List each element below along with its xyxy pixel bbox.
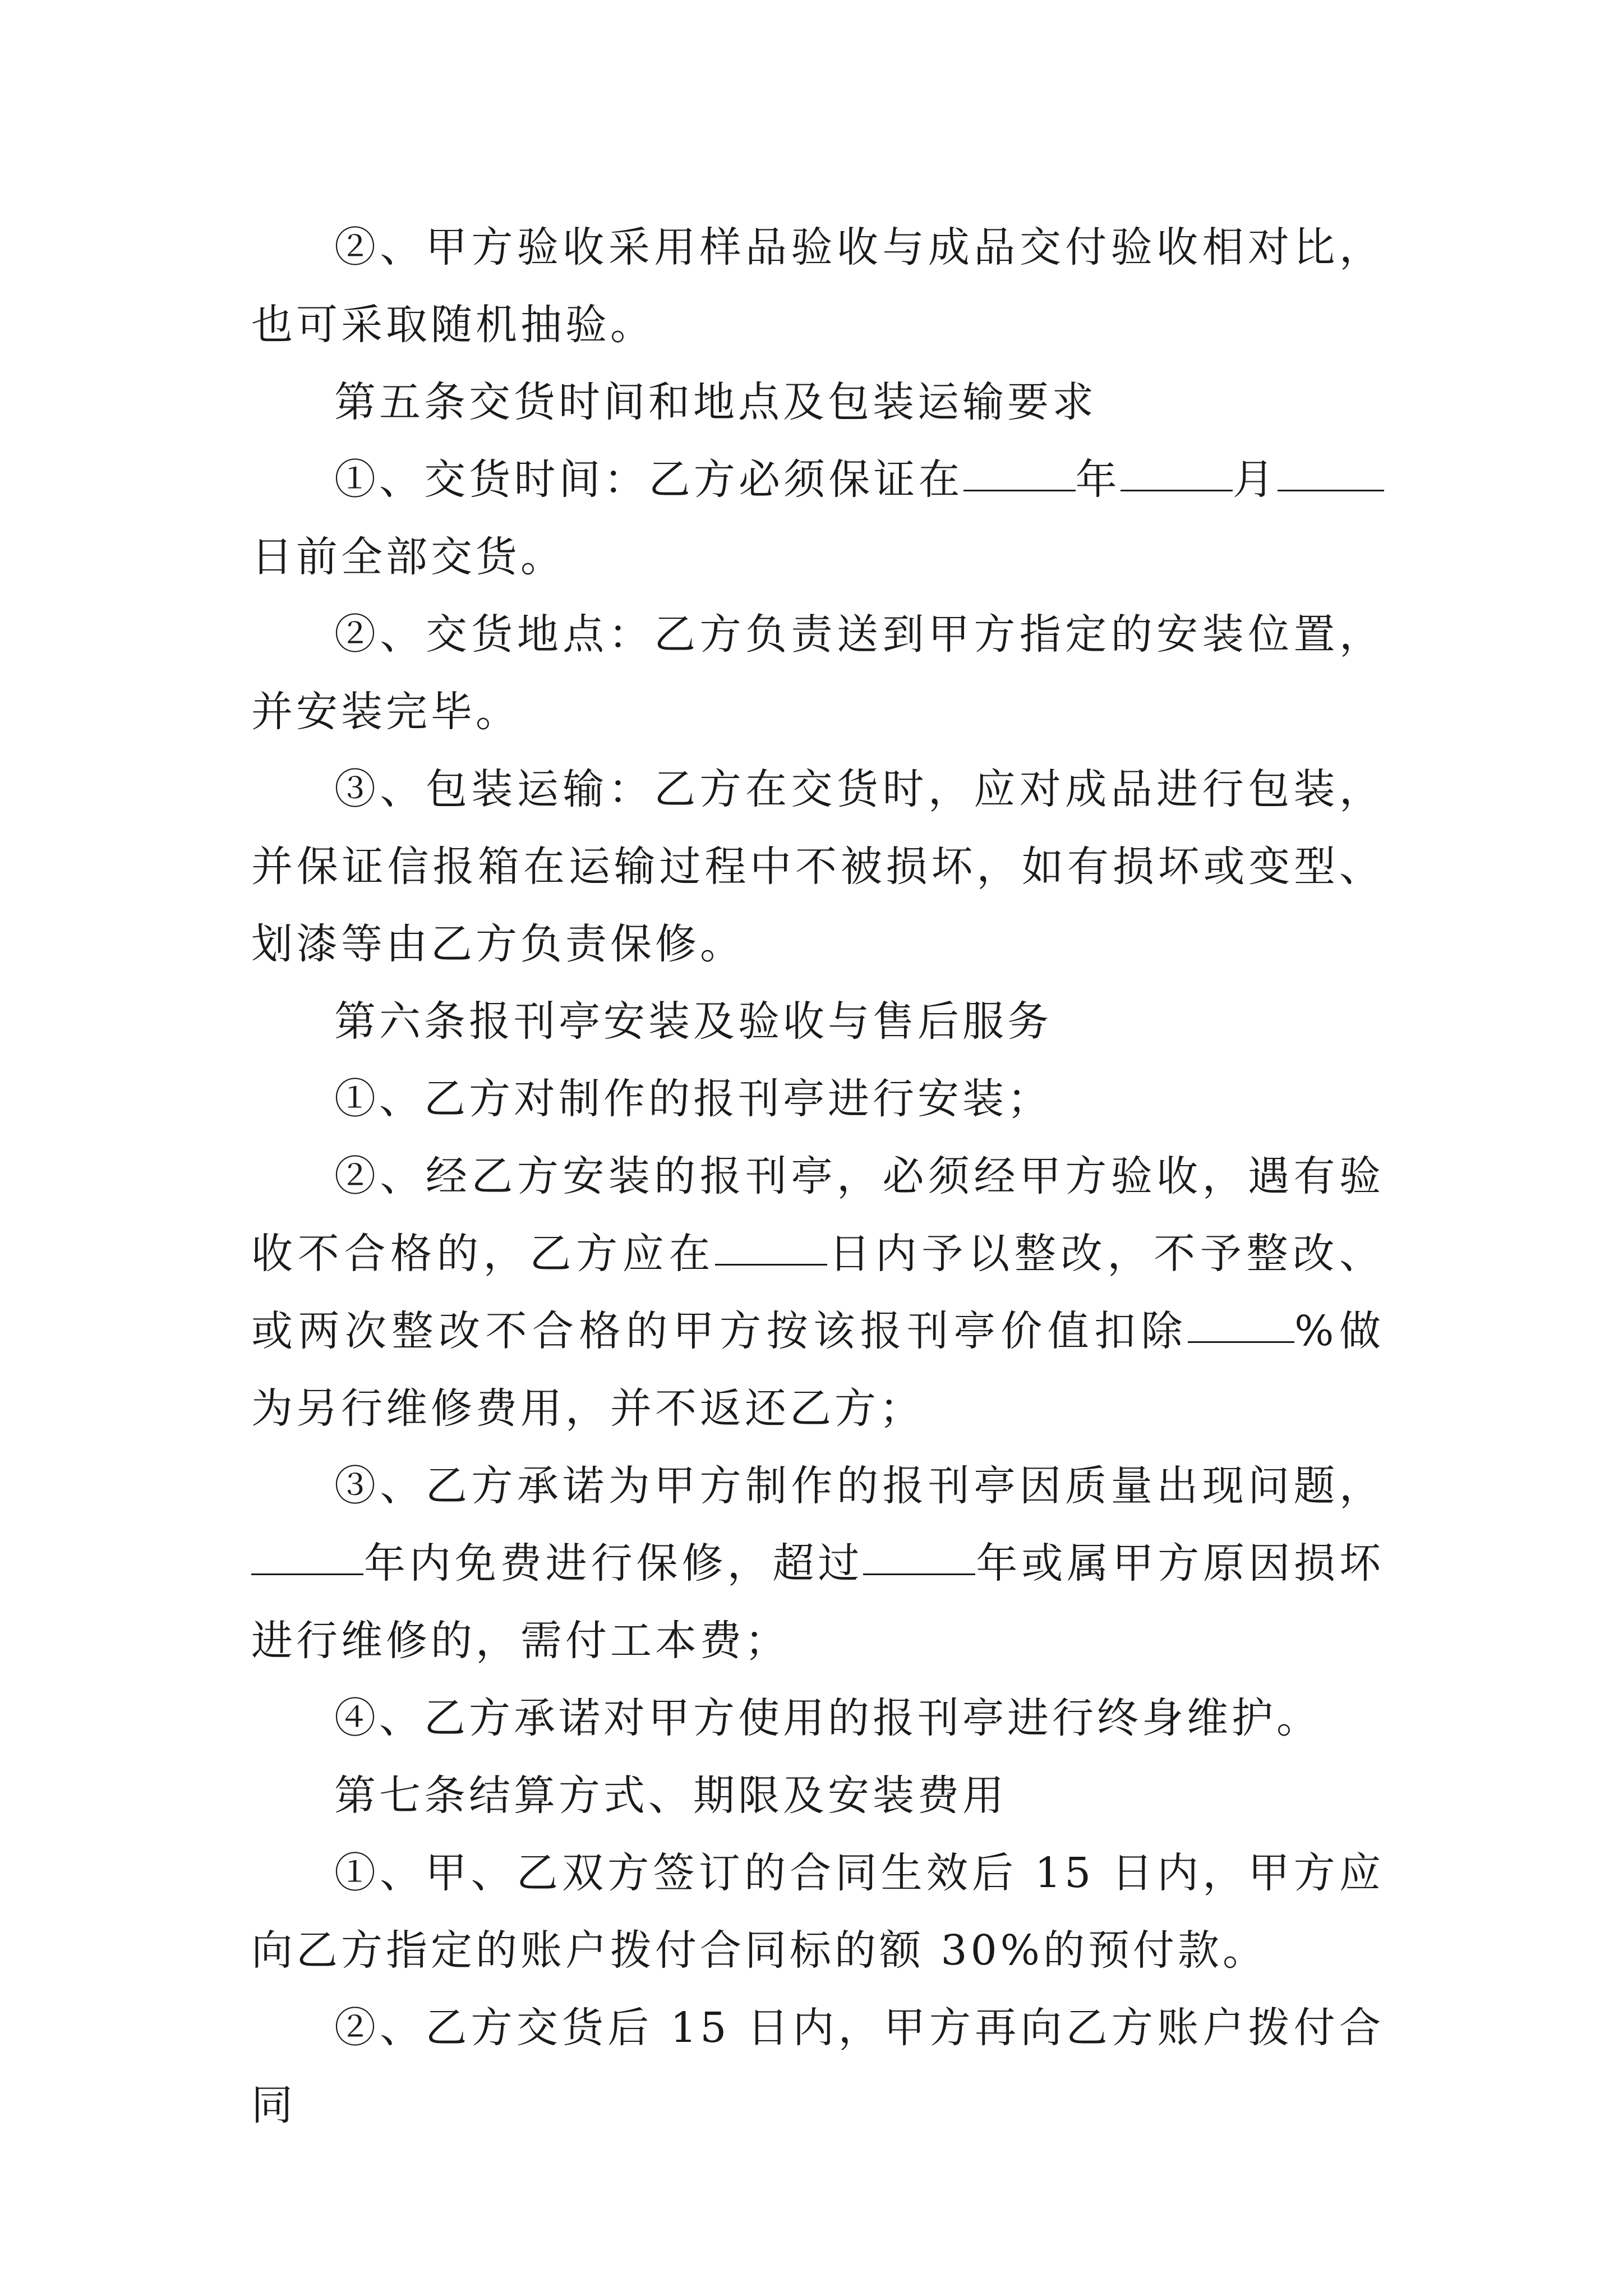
delivery-time-text-d: 日前全部交货。	[251, 533, 565, 581]
inspection-text-c: %做为另行维修费用，并不返还乙方；	[251, 1307, 1384, 1433]
delivery-time-text-a: ①、交货时间：乙方必须保证在	[334, 455, 963, 504]
blank-month	[1121, 489, 1233, 491]
paragraph-acceptance-method: ②、甲方验收采用样品验收与成品交付验收相对比，也可采取随机抽验。	[251, 223, 1384, 349]
inspection-text-b: 日内予以整改，不予整改、或两次整改不合格的甲方按该报刊亭价值扣除	[251, 1230, 1385, 1355]
paragraph-warranty	[251, 1447, 1384, 1680]
article-7-heading: 第七条结算方式、期限及安装费用	[334, 1772, 1007, 1820]
paragraph-advance-payment: ①、甲、乙双方签订的合同生效后 15 日内，甲方应向乙方指定的账户拨付合同标的额 30%的预付款。	[251, 1849, 1384, 1975]
paragraph-delivery-location: ②、交货地点：乙方负责送到甲方指定的安装位置，并安装完毕。	[251, 610, 1384, 736]
delivery-time-text-b: 年	[1075, 455, 1121, 504]
warranty-text-b: 年内免费进行保修，超过	[363, 1539, 864, 1588]
paragraph-inspection	[251, 1138, 1384, 1447]
paragraph-installation: ①、乙方对制作的报刊亭进行安装；	[334, 1075, 1052, 1123]
article-6-heading: 第六条报刊亭安装及验收与售后服务	[334, 997, 1052, 1046]
warranty-text-c: 年或属甲方原因损坏进行维修的，需付工本费；	[251, 1539, 1385, 1665]
blank-rectify-days	[715, 1263, 827, 1266]
paragraph-post-delivery-payment: ②、乙方交货后 15 日内，甲方再向乙方账户拨付合同	[251, 2004, 1384, 2129]
blank-over-years	[863, 1573, 975, 1575]
blank-year	[963, 489, 1076, 491]
blank-deduct-percent	[1188, 1341, 1294, 1343]
blank-day	[1278, 489, 1384, 491]
paragraph-delivery-time	[251, 441, 1384, 596]
delivery-time-text-c: 月	[1232, 455, 1278, 504]
blank-warranty-years	[251, 1573, 363, 1575]
paragraph-packaging-transport: ③、包装运输：乙方在交货时，应对成品进行包装，并保证信报箱在运输过程中不被损坏，如有损坏或变型、划漆等由乙方负责保修。	[251, 765, 1384, 968]
paragraph-lifetime-maintenance: ④、乙方承诺对甲方使用的报刊亭进行终身维护。	[334, 1694, 1321, 1742]
article-5-heading: 第五条交货时间和地点及包装运输要求	[334, 378, 1097, 426]
document-body	[251, 209, 1384, 2144]
inspection-text-a: ②、经乙方安装的报刊亭，必须经甲方验收，遇有验收不合格的，乙方应在	[251, 1152, 1384, 1278]
warranty-text-a: ③、乙方承诺为甲方制作的报刊亭因质量出现问题，	[334, 1462, 1384, 1510]
